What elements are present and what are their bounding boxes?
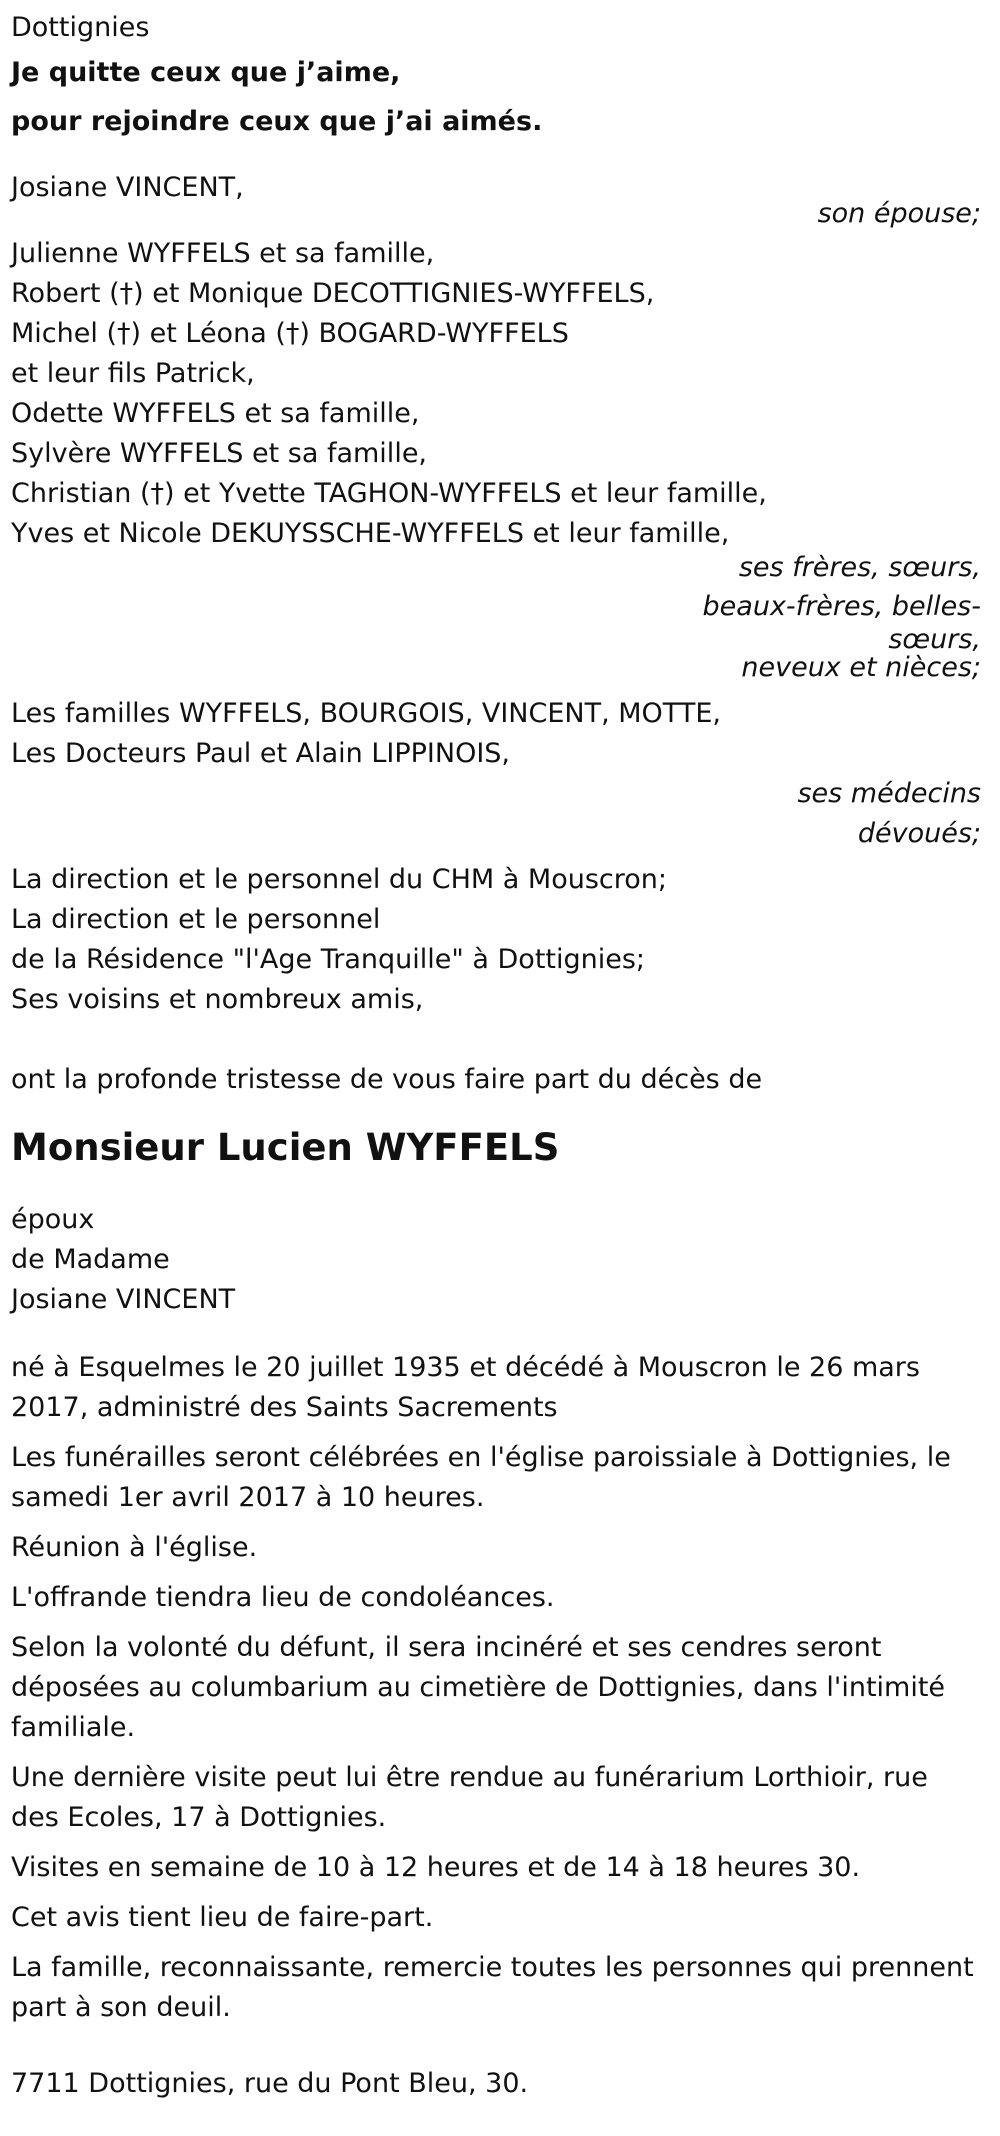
announcement-text: ont la profonde tristesse de vous faire part du décès de [11,1064,763,1095]
family-name-line: Robert (†) et Monique DECOTTIGNIES-WYFFELS, [11,278,655,309]
detail-paragraph: Cet avis tient lieu de faire-part. [11,1902,434,1933]
spouse-group [11,168,991,234]
family-name-line: Les Docteurs Paul et Alain LIPPINOIS, [11,738,511,769]
family-name-line: Odette WYFFELS et sa famille, [11,398,420,429]
spouse-of-line: Josiane VINCENT [11,1284,236,1315]
detail-paragraph: né à Esquelmes le 20 juillet 1935 et décédé à Mouscron le 26 mars 2017, administré des Saints Sacrements [11,1352,920,1423]
relation-label: ses frères, sœurs, [738,552,981,583]
family-name-line: Sylvère WYFFELS et sa famille, [11,438,428,469]
relation-label: neveux et nièces; [741,652,981,683]
family-name-line: Michel (†) et Léona (†) BOGARD-WYFFELS [11,318,569,349]
relation-label: beaux-frères, belles- [702,591,981,622]
family-name-line: et leur fils Patrick, [11,358,255,389]
spouse-of-line: époux [11,1204,95,1235]
details-block [11,1348,991,2028]
relation-label: son épouse; [817,198,981,229]
quote-line-2: pour rejoindre ceux que j’ai aimés. [11,106,543,137]
deceased-name: Monsieur Lucien WYFFELS [11,1126,560,1169]
spouse-of-line: de Madame [11,1244,170,1275]
others-group [11,860,991,1020]
family-name-line: La direction et le personnel [11,904,381,935]
siblings-group [11,234,991,682]
detail-paragraph: L'offrande tiendra lieu de condoléances. [11,1582,555,1613]
detail-paragraph: Réunion à l'église. [11,1532,258,1563]
family-name-line: Yves et Nicole DEKUYSSCHE-WYFFELS et leur famille, [11,518,730,549]
family-name-line: Les familles WYFFELS, BOURGOIS, VINCENT, MOTTE, [11,698,721,729]
relation-label: dévoués; [857,818,981,849]
relation-label: ses médecins [797,778,981,809]
family-name-line: Ses voisins et nombreux amis, [11,984,424,1015]
detail-paragraph: Une dernière visite peut lui être rendue au funérarium Lorthioir, rue des Ecoles, 17 à Dottignies. [11,1762,928,1833]
family-name-line: La direction et le personnel du CHM à Mouscron; [11,864,667,895]
detail-paragraph: La famille, reconnaissante, remercie toutes les personnes qui prennent part à son deuil. [11,1952,974,2023]
spouse-of-block [11,1200,991,1320]
relation-label: sœurs, [888,624,981,655]
family-name-line: Christian (†) et Yvette TAGHON-WYFFELS et leur famille, [11,478,767,509]
detail-paragraph: Visites en semaine de 10 à 12 heures et de 14 à 18 heures 30. [11,1852,861,1883]
family-name-line: de la Résidence "l'Age Tranquille" à Dottignies; [11,944,646,975]
address-line: 7711 Dottignies, rue du Pont Bleu, 30. [11,2068,529,2099]
doctors-group [11,694,991,854]
place-name: Dottignies [11,12,150,43]
detail-paragraph: Selon la volonté du défunt, il sera incinéré et ses cendres seront déposées au columbarium au cimetière de Dottignies, dans l'intimité familiale. [11,1632,946,1743]
family-name-line: Josiane VINCENT, [11,172,244,203]
detail-paragraph: Les funérailles seront célébrées en l'église paroissiale à Dottignies, le samedi 1er avril 2017 à 10 heures. [11,1442,951,1513]
quote-line-1: Je quitte ceux que j’aime, [11,57,401,88]
family-name-line: Julienne WYFFELS et sa famille, [11,238,435,269]
